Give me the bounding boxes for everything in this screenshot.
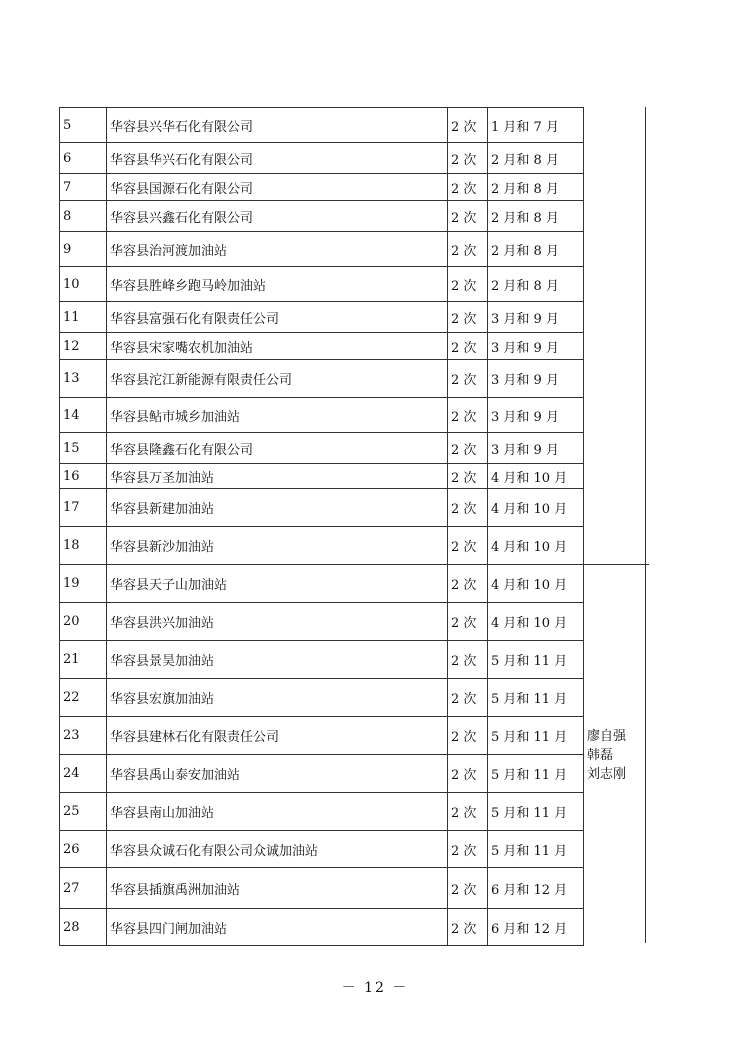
station-name: 华容县兴华石化有限公司 [107, 108, 448, 143]
inspection-count: 2 次 [448, 302, 488, 333]
inspection-count: 2 次 [448, 831, 488, 868]
station-name: 华容县兴鑫石化有限公司 [107, 201, 448, 232]
table-row [60, 464, 650, 489]
table-row [60, 909, 650, 946]
row-number: 12 [60, 333, 107, 360]
inspection-count: 2 次 [448, 267, 488, 302]
inspection-months: 3 月和 9 月 [488, 360, 584, 398]
row-number: 17 [60, 489, 107, 527]
inspection-count: 2 次 [448, 360, 488, 398]
inspection-count: 2 次 [448, 489, 488, 527]
row-number: 5 [60, 108, 107, 143]
table-row [60, 302, 650, 333]
table-row [60, 398, 650, 433]
table-row [60, 793, 650, 831]
station-name: 华容县隆鑫石化有限公司 [107, 433, 448, 464]
inspection-months: 5 月和 11 月 [488, 717, 584, 755]
staff-cell-group-2 [584, 565, 650, 946]
row-number: 10 [60, 267, 107, 302]
inspection-months: 6 月和 12 月 [488, 909, 584, 946]
staff-member-name: 韩磊 [587, 747, 614, 763]
row-number: 22 [60, 679, 107, 717]
table-row [60, 565, 650, 603]
inspection-months: 4 月和 10 月 [488, 489, 584, 527]
table-row [60, 360, 650, 398]
inspection-months: 4 月和 10 月 [488, 527, 584, 565]
staff-member-name: 廖自强 [587, 728, 627, 744]
table-row [60, 489, 650, 527]
station-name: 华容县宋家嘴农机加油站 [107, 333, 448, 360]
inspection-count: 2 次 [448, 909, 488, 946]
inspection-months: 3 月和 9 月 [488, 333, 584, 360]
row-number: 15 [60, 433, 107, 464]
table-row [60, 232, 650, 267]
row-number: 7 [60, 174, 107, 201]
table-row [60, 603, 650, 641]
row-number: 27 [60, 868, 107, 909]
staff-cell-group-1 [584, 108, 650, 565]
row-number: 20 [60, 603, 107, 641]
table-row [60, 755, 650, 793]
inspection-months: 5 月和 11 月 [488, 793, 584, 831]
inspection-count: 2 次 [448, 232, 488, 267]
table-row [60, 679, 650, 717]
station-name: 华容县插旗禹洲加油站 [107, 868, 448, 909]
inspection-months: 4 月和 10 月 [488, 464, 584, 489]
inspection-count: 2 次 [448, 433, 488, 464]
station-name: 华容县华兴石化有限公司 [107, 143, 448, 174]
inspection-count: 2 次 [448, 108, 488, 143]
inspection-months: 4 月和 10 月 [488, 603, 584, 641]
table-row [60, 717, 650, 755]
station-name: 华容县禹山泰安加油站 [107, 755, 448, 793]
inspection-count: 2 次 [448, 174, 488, 201]
inspection-count: 2 次 [448, 717, 488, 755]
inspection-months: 2 月和 8 月 [488, 174, 584, 201]
inspection-months: 1 月和 7 月 [488, 108, 584, 143]
table-row [60, 433, 650, 464]
inspection-months: 2 月和 8 月 [488, 143, 584, 174]
inspection-schedule-table [59, 107, 649, 946]
row-number: 18 [60, 527, 107, 565]
inspection-count: 2 次 [448, 755, 488, 793]
inspection-months: 6 月和 12 月 [488, 868, 584, 909]
inspection-months: 5 月和 11 月 [488, 641, 584, 679]
inspection-count: 2 次 [448, 679, 488, 717]
row-number: 25 [60, 793, 107, 831]
row-number: 8 [60, 201, 107, 232]
station-name: 华容县沱江新能源有限责任公司 [107, 360, 448, 398]
row-number: 19 [60, 565, 107, 603]
inspection-count: 2 次 [448, 793, 488, 831]
table-row [60, 143, 650, 174]
row-number: 6 [60, 143, 107, 174]
inspection-count: 2 次 [448, 333, 488, 360]
inspection-months: 5 月和 11 月 [488, 831, 584, 868]
inspection-count: 2 次 [448, 641, 488, 679]
station-name: 华容县治河渡加油站 [107, 232, 448, 267]
table-row [60, 108, 650, 143]
station-name: 华容县南山加油站 [107, 793, 448, 831]
station-name: 华容县鲇市城乡加油站 [107, 398, 448, 433]
inspection-count: 2 次 [448, 201, 488, 232]
station-name: 华容县天子山加油站 [107, 565, 448, 603]
station-name: 华容县众诚石化有限公司众诚加油站 [107, 831, 448, 868]
inspection-count: 2 次 [448, 868, 488, 909]
row-number: 28 [60, 909, 107, 946]
inspection-months: 3 月和 9 月 [488, 433, 584, 464]
row-number: 23 [60, 717, 107, 755]
table-row [60, 201, 650, 232]
table-row [60, 527, 650, 565]
inspection-months: 3 月和 9 月 [488, 302, 584, 333]
staff-list [587, 727, 649, 784]
station-name: 华容县国源石化有限公司 [107, 174, 448, 201]
inspection-months: 5 月和 11 月 [488, 679, 584, 717]
inspection-count: 2 次 [448, 398, 488, 433]
station-name: 华容县新沙加油站 [107, 527, 448, 565]
inspection-months: 2 月和 8 月 [488, 201, 584, 232]
inspection-count: 2 次 [448, 143, 488, 174]
station-name: 华容县景昊加油站 [107, 641, 448, 679]
station-name: 华容县建林石化有限责任公司 [107, 717, 448, 755]
station-name: 华容县胜峰乡跑马岭加油站 [107, 267, 448, 302]
row-number: 13 [60, 360, 107, 398]
inspection-count: 2 次 [448, 527, 488, 565]
row-number: 11 [60, 302, 107, 333]
table-row [60, 267, 650, 302]
table-row [60, 831, 650, 868]
inspection-count: 2 次 [448, 565, 488, 603]
station-name: 华容县万圣加油站 [107, 464, 448, 489]
table-row [60, 641, 650, 679]
row-number: 24 [60, 755, 107, 793]
staff-member-name: 刘志刚 [587, 766, 627, 782]
table-row [60, 333, 650, 360]
row-number: 16 [60, 464, 107, 489]
station-name: 华容县富强石化有限责任公司 [107, 302, 448, 333]
row-number: 14 [60, 398, 107, 433]
station-name: 华容县新建加油站 [107, 489, 448, 527]
inspection-count: 2 次 [448, 464, 488, 489]
table-row [60, 868, 650, 909]
station-name: 华容县四门闸加油站 [107, 909, 448, 946]
inspection-months: 5 月和 11 月 [488, 755, 584, 793]
station-name: 华容县洪兴加油站 [107, 603, 448, 641]
row-number: 26 [60, 831, 107, 868]
inspection-months: 3 月和 9 月 [488, 398, 584, 433]
table-row [60, 174, 650, 201]
inspection-months: 2 月和 8 月 [488, 267, 584, 302]
table-body [60, 108, 650, 946]
row-number: 9 [60, 232, 107, 267]
page-number: － 12 － [341, 980, 409, 996]
inspection-count: 2 次 [448, 603, 488, 641]
inspection-months: 2 月和 8 月 [488, 232, 584, 267]
inspection-months: 4 月和 10 月 [488, 565, 584, 603]
row-number: 21 [60, 641, 107, 679]
station-name: 华容县宏旗加油站 [107, 679, 448, 717]
